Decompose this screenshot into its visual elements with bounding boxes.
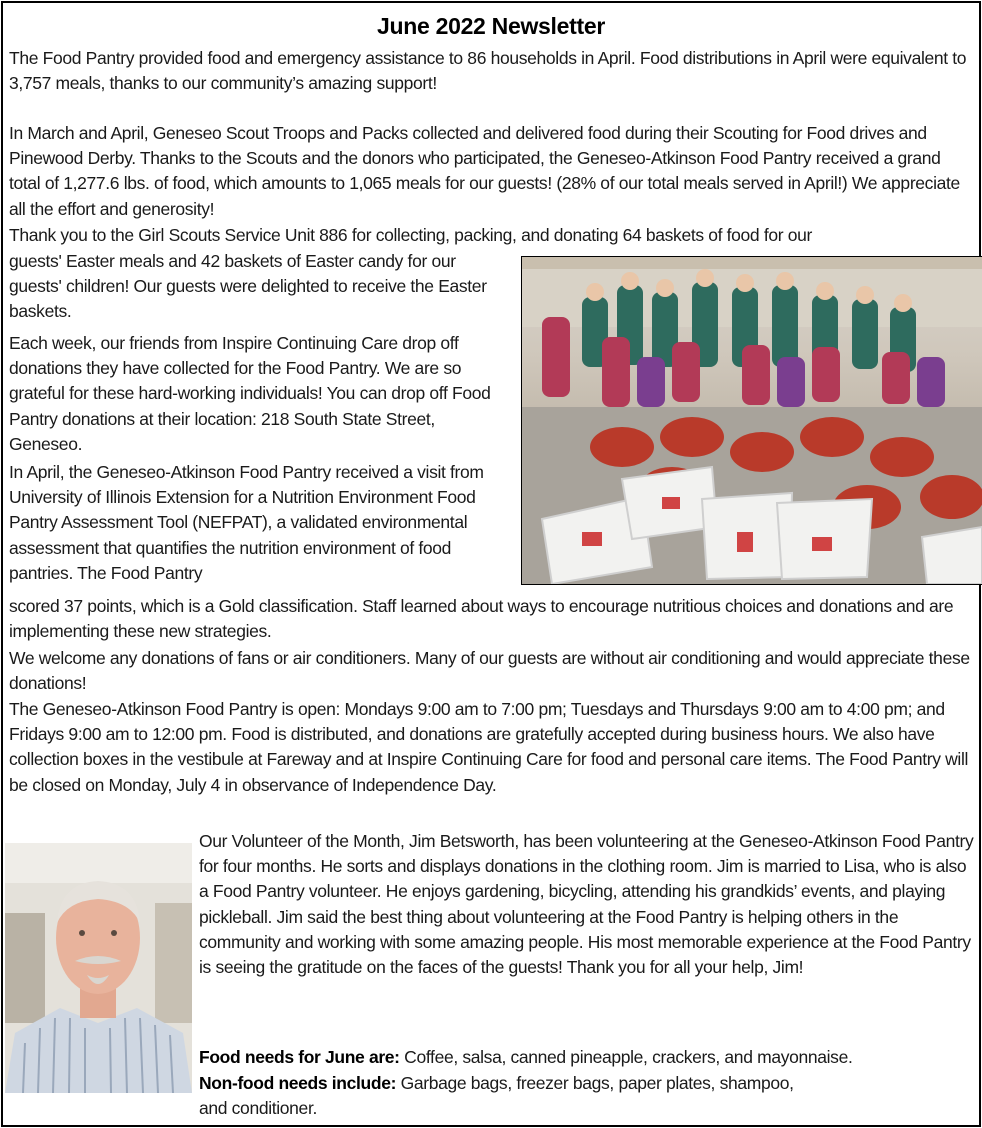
- paragraph-inspire: Each week, our friends from Inspire Continuing Care drop off donations they have collected for the Food Pantry. We are so grateful for these hard-working individuals! You can drop off Food Pantry donations at their location: 218 South State Street, Geneseo.: [9, 333, 491, 454]
- nonfood-needs-label: Non-food needs include:: [199, 1073, 397, 1093]
- nonfood-needs-value: Garbage bags, freezer bags, paper plates, shampoo,: [396, 1073, 794, 1093]
- nonfood-needs-continued: and conditioner.: [199, 1098, 317, 1118]
- paragraph-girl-scouts: guests' Easter meals and 42 baskets of Easter candy for our guests' children! Our guests were delighted to receive the Easter baskets.: [9, 251, 487, 322]
- paragraph-hours: The Geneseo-Atkinson Food Pantry is open: Mondays 9:00 am to 7:00 pm; Tuesdays and Thursdays 9:00 am to 4:00 pm; and Fridays 9:00 am to 12:00 pm. Food is distributed, and donations are gratefully accepted during business hours. We also have collection boxes in the vestibule at Fareway and at Inspire Continuing Care for food and personal care items. The Food Pantry will be closed on Monday, July 4 in observance of Independence Day.: [9, 699, 969, 795]
- girl-scouts-photo: [521, 256, 982, 585]
- paragraph-girl-scouts-intro: Thank you to the Girl Scouts Service Unit 886 for collecting, packing, and donating 64 baskets of food for our: [9, 225, 812, 245]
- nonfood-needs: [199, 1071, 975, 1096]
- paragraph-fans: We welcome any donations of fans or air conditioners. Many of our guests are without air conditioning and would appreciate these donations!: [9, 648, 970, 694]
- paragraph-nefpat-continued: scored 37 points, which is a Gold classification. Staff learned about ways to encourage nutritious choices and donations and are implementing these new strategies.: [9, 596, 954, 642]
- food-needs: [199, 1045, 975, 1070]
- paragraph-volunteer: Our Volunteer of the Month, Jim Betsworth, has been volunteering at the Geneseo-Atkinson Food Pantry for four months. He sorts and displays donations in the clothing room. Jim is married to Lisa, who is also a Food Pantry volunteer. He enjoys gardening, bicycling, attending his grandkids’ events, and playing pickleball. Jim said the best thing about volunteering at the Food Pantry is helping others in the community and working with some amazing people. His most memorable experience at the Food Pantry is seeing the gratitude on the faces of the guests! Thank you for all your help, Jim!: [199, 831, 974, 978]
- newsletter-title: June 2022 Newsletter: [377, 13, 605, 39]
- food-needs-value: Coffee, salsa, canned pineapple, crackers, and mayonnaise.: [399, 1047, 853, 1067]
- paragraph-nefpat: In April, the Geneseo-Atkinson Food Pantry received a visit from University of Illinois Extension for a Nutrition Environment Food Pantry Assessment Tool (NEFPAT), a validated environmental assessment that quantifies the nutrition environment of food pantries. The Food Pantry: [9, 462, 484, 583]
- girl-scouts-photo-image: [522, 257, 982, 584]
- food-needs-label: Food needs for June are:: [199, 1047, 400, 1067]
- volunteer-photo: [5, 843, 192, 1093]
- newsletter-page: [1, 1, 981, 1127]
- volunteer-photo-image: [5, 843, 192, 1093]
- paragraph-households: The Food Pantry provided food and emergency assistance to 86 households in April. Food distributions in April were equivalent to 3,757 meals, thanks to our community’s amazing support!: [9, 48, 967, 94]
- paragraph-scouts: In March and April, Geneseo Scout Troops and Packs collected and delivered food during their Scouting for Food drives and Pinewood Derby. Thanks to the Scouts and the donors who participated, the Geneseo-Atkinson Food Pantry received a grand total of 1,277.6 lbs. of food, which amounts to 1,065 meals for our guests! (28% of our total meals served in April!) We appreciate all the effort and generosity!: [9, 123, 960, 219]
